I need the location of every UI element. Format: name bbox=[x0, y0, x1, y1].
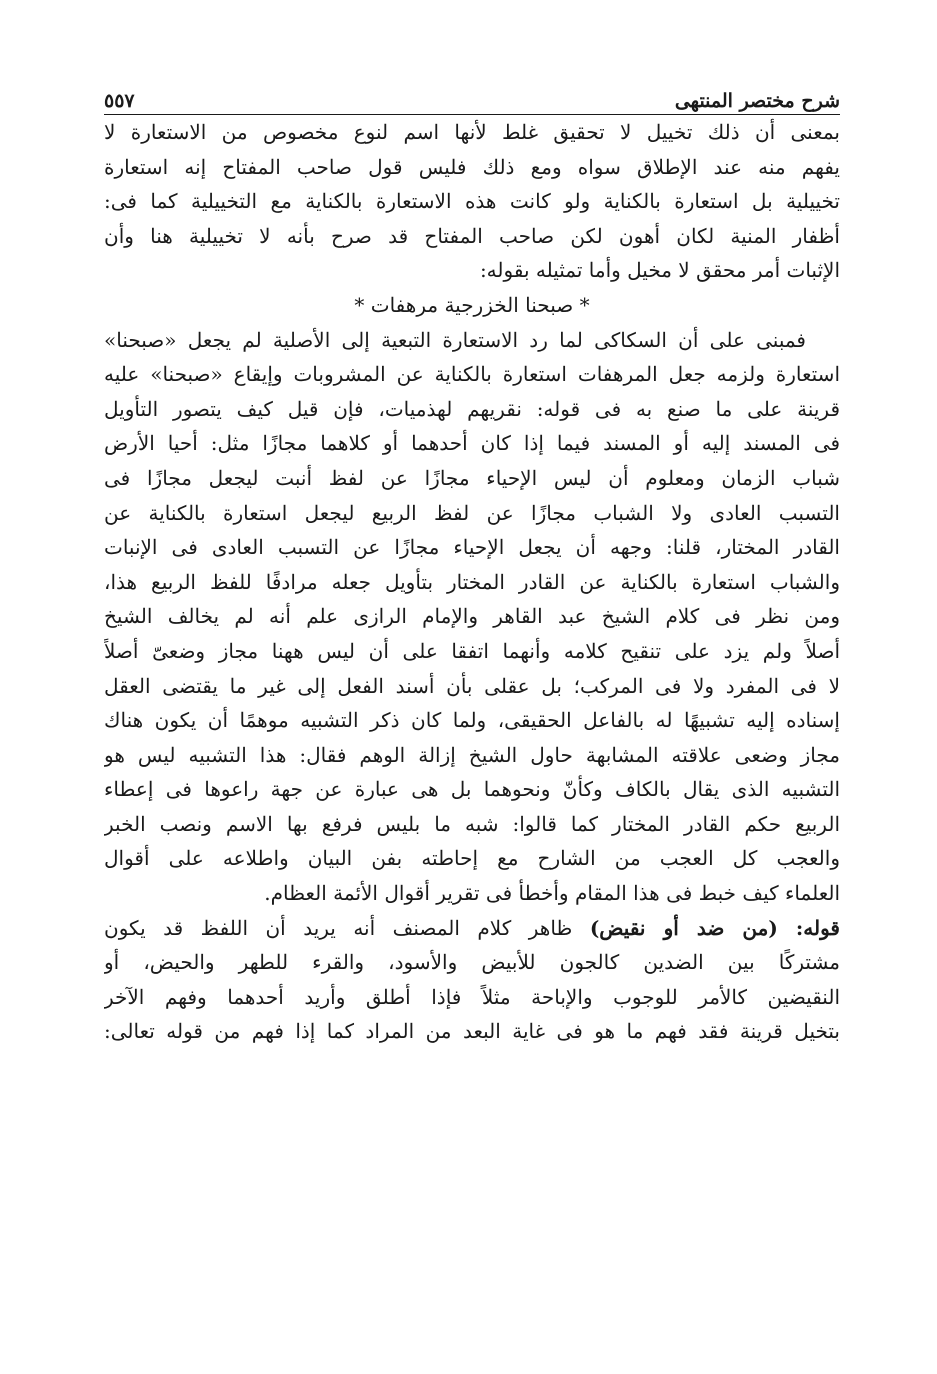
text-line: العلماء كيف خبط فى هذا المقام وأخطأ فى تقرير أقوال الأئمة العظام. bbox=[264, 881, 840, 906]
text-line: تخييلية بل استعارة بالكناية ولو كانت هذه الاستعارة بالكناية مع التخييلية كما فى: bbox=[104, 189, 840, 214]
text-line: والشباب استعارة بالكناية عن القادر المختار بتأويل جعله مرادفًا للفظ الربيع هذا، bbox=[104, 569, 840, 594]
book-page bbox=[104, 78, 840, 1049]
text-line: بمعنى أن ذلك تخييل لا تحقيق غلط لأنها اسم لنوع مخصوص من الاستعارة لا bbox=[104, 120, 840, 144]
text-line: لا فى المفرد ولا فى المركب؛ بل عقلى بأن أسند الفعل إلى غير ما يقتضى العقل bbox=[104, 673, 840, 698]
text-line: ومن نظر فى كلام الشيخ عبد القاهر والإمام الرازى علم أنه لم يخالف الشيخ bbox=[104, 604, 840, 629]
page-number: ٥٥٧ bbox=[104, 90, 135, 112]
text-line: التسبب العادى ولا الشباب مجازًا عن لفظ الربيع ليجعل استعارة بالكناية عن bbox=[104, 500, 840, 525]
text-line: فى المسند إليه أو المسند فيما إذا كان أحدهما أو كلاهما مجازًا مثل: أحيا الأرض bbox=[104, 431, 840, 456]
commentary-lemma: قوله: (من ضد أو نقيض) bbox=[589, 915, 840, 940]
text-line: شباب الزمان ومعلوم أن ليس الإحياء مجازًا عن لفظ أنبت ليجعل مجازًا فى bbox=[104, 465, 840, 490]
text-line: فمبنى على أن السكاكى لما رد الاستعارة التبعية إلى الأصلية لم يجعل «صبحنا» bbox=[104, 327, 806, 352]
page-header bbox=[104, 78, 840, 115]
text-line: الإثبات أمر محقق لا مخيل وأما تمثيله بقوله: bbox=[479, 258, 840, 283]
text-line: القادر المختار، قلنا: وجهه أن يجعل الإحياء مجازًا عن التسبب العادى فى الإنبات bbox=[104, 535, 840, 560]
text-line: والعجب كل العجب من الشارح مع إحاطته بفن البيان واطلاعه على أقوال bbox=[104, 846, 840, 871]
text-line: بتخيل قرينة فقد فهم ما هو فى غاية البعد من المراد كما إذا فهم من قوله تعالى: bbox=[104, 1019, 840, 1044]
text-line: أصلاً ولم يزد على تنقيح كلامه وأنهما اتفقا على أن ليس ههنا مجاز وضعىّ أصلاً bbox=[104, 638, 840, 663]
text-line: أظفار المنية لكان أهون لكن صاحب المفتاح قد صرح بأنه لا تخييلية هنا وأن bbox=[104, 223, 840, 248]
text-line: مشتركًا بين الضدين كالجون للأبيض والأسود، والقرء للطهر والحيض، أو bbox=[104, 950, 840, 975]
text-line: استعارة ولزمه جعل المرهفات استعارة بالكناية عن المشروبات وإيقاع «صبحنا» عليه bbox=[104, 362, 840, 387]
running-title: شرح مختصر المنتهى bbox=[674, 90, 840, 112]
text-line: إسناده إليه تشبيهًا له بالفاعل الحقيقى، ولما كان ذكر التشبيه موهمًا أن يكون هناك bbox=[104, 708, 840, 733]
text-line: التشبيه الذى يقال بالكاف وكأنّ ونحوهما بل هى عبارة عن جهة راعوها فى إعطاء bbox=[104, 777, 840, 802]
text-line: الربيع حكم القادر المختار كما قالوا: شبه ما بليس فرفع بها الاسم ونصب الخبر bbox=[104, 811, 840, 836]
text-line: قرينة على ما صنع به فى قوله: نقريهم لهذميات، فإن قيل كيف يتصور التأويل bbox=[104, 396, 840, 421]
text-span: ظاهر كلام المصنف أنه يريد أن اللفظ قد يكون bbox=[104, 915, 573, 940]
text-line: يفهم منه عند الإطلاق سواه ومع ذلك فليس قول صاحب المفتاح إنه استعارة bbox=[104, 154, 840, 179]
page-body bbox=[104, 115, 840, 1049]
verse-line: * صبحنا الخزرجية مرهفات * bbox=[354, 292, 590, 317]
text-line bbox=[104, 911, 840, 946]
text-line: النقيضين كالأمر للوجوب والإباحة مثلاً فإذا أطلق وأريد أحدهما وفهم الآخر bbox=[104, 984, 840, 1009]
text-line: مجاز وضعى علاقته المشابهة حاول الشيخ إزالة الوهم فقال: هذا التشبيه ليس هو bbox=[104, 742, 840, 767]
